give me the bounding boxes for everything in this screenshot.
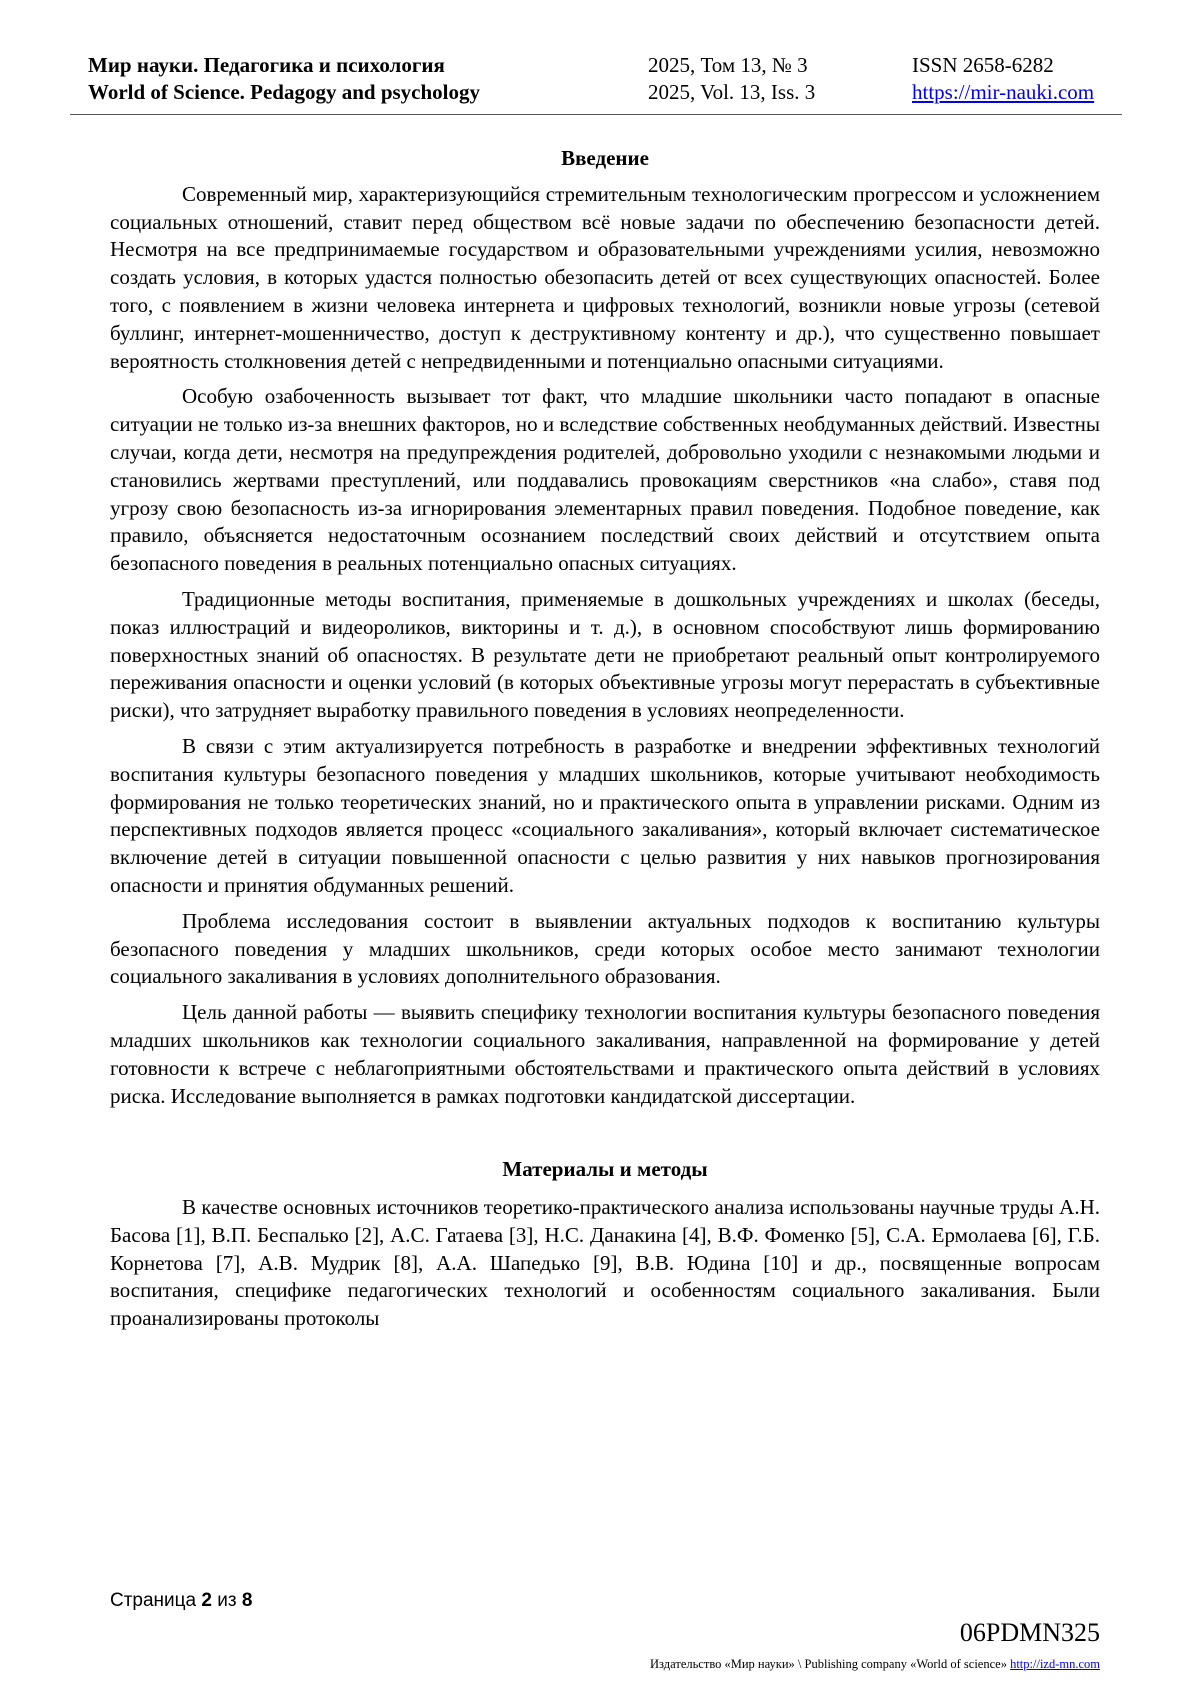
page-number — [110, 1590, 252, 1612]
page-current: 2 — [201, 1590, 212, 1611]
publisher-line — [650, 1657, 1100, 1672]
article-code: 06PDMN325 — [959, 1618, 1100, 1647]
journal-header — [70, 52, 1122, 115]
paragraph: В связи с этим актуализируется потребность в разработке и внедрении эффективных технологий воспитания культуры безопасного поведения у младших школьников, которые учитывают необходимость формирования не только теоретических знаний, но и практического опыта в управлении рисками. Одним из перспективных подходов является процесс «социального закаливания», который включает систематическое включение детей в ситуации повышенной опасности с целью развития у них навыков прогнозирования опасности и принятия обдуманных решений. — [110, 733, 1100, 897]
page-label: Страница — [110, 1590, 197, 1611]
publisher-text: Издательство «Мир науки» \ Publishing company «World of science» — [650, 1657, 1007, 1671]
issue-en: 2025, Vol. 13, Iss. 3 — [648, 80, 816, 104]
paragraph: Особую озабоченность вызывает тот факт, что младшие школьники часто попадают в опасные ситуации не только из-за внешних факторов, но и вследствие собственных необдуманных действий. Известны случаи, когда дети, несмотря на предупреждения родителей, добровольно уходили с незнакомыми людьми и становились жертвами преступлений, или поддавались провокациям сверстников «на слабо», ставя под угрозу свою безопасность из-за игнорирования элементарных правил поведения. Подобное поведение, как правило, объясняется недостаточным осознанием последствий своих действий и отсутствием опыта безопасного поведения в реальных потенциально опасных ситуациях. — [110, 384, 1100, 576]
section-heading-methods: Материалы и методы — [502, 1157, 708, 1182]
journal-title-block — [88, 52, 480, 106]
article-body — [110, 145, 1100, 1341]
section-heading-introduction: Введение — [561, 146, 649, 170]
journal-site-link[interactable]: https://mir-nauki.com — [912, 80, 1095, 104]
issue-ru: 2025, Том 13, № 3 — [648, 53, 808, 77]
page-total: 8 — [241, 1590, 253, 1611]
paragraph: Проблема исследования состоит в выявлении актуальных подходов к воспитанию культуры безопасного поведения у младших школьников, среди которых особое место занимают технологии социального закаливания в условиях дополнительного образования. — [110, 908, 1100, 989]
issn: ISSN 2658-6282 — [912, 53, 1054, 77]
paragraph: Цель данной работы — выявить специфику технологии воспитания культуры безопасного поведения младших школьников как технологии социального закаливания, направленной на формирование у детей готовности к встрече с неблагоприятными обстоятельствами и практического опыта действий в условиях риска. Исследование выполняется в рамках подготовки кандидатской диссертации. — [110, 1000, 1100, 1108]
issn-block — [912, 52, 1094, 106]
page-of: из — [217, 1590, 237, 1611]
paragraph: Традиционные методы воспитания, применяемые в дошкольных учреждениях и школах (беседы, показ иллюстраций и видеороликов, викторины и т. д.), в основном способствуют лишь формированию поверхностных знаний об опасностях. В результате дети не приобретают реальный опыт контролируемого переживания опасности и оценки условий (в которых объективные угрозы могут перерастать в субъективные риски), что затрудняет выработку правильного поведения в условиях неопределенности. — [110, 586, 1100, 723]
paragraph: В качестве основных источников теоретико-практического анализа использованы научные труды А.Н. Басова [1], В.П. Беспалько [2], А.С. Гатаева [3], Н.С. Данакина [4], В.Ф. Фоменко [5], С.А. Ермолаева [6], Г.Б. Корнетова [7], А.В. Мудрик [8], А.А. Шапедько [9], В.В. Юдина [10] и др., посвященные вопросам воспитания, специфике педагогических технологий и особенностям социального закаливания. Были проанализированы протоколы — [110, 1195, 1100, 1331]
issue-block — [648, 52, 815, 106]
journal-title-en: World of Science. Pedagogy and psychology — [88, 80, 481, 104]
publisher-link[interactable]: http://izd-mn.com — [1010, 1657, 1100, 1671]
paragraph: Современный мир, характеризующийся стремительным технологическим прогрессом и усложнением социальных отношений, ставит перед обществом всё новые задачи по обеспечению безопасности детей. Несмотря на все предпринимаемые государством и образовательными учреждениями усилия, невозможно создать условия, в которых удастся полностью обезопасить детей от всех существующих опасностей. Более того, с появлением в жизни человека интернета и цифровых технологий, возникли новые угрозы (сетевой буллинг, интернет-мошенничество, доступ к деструктивному контенту и др.), что существенно повышает вероятность столкновения детей с непредвиденными и потенциально опасными ситуациями. — [110, 181, 1100, 373]
journal-title-ru: Мир науки. Педагогика и психология — [88, 53, 445, 77]
